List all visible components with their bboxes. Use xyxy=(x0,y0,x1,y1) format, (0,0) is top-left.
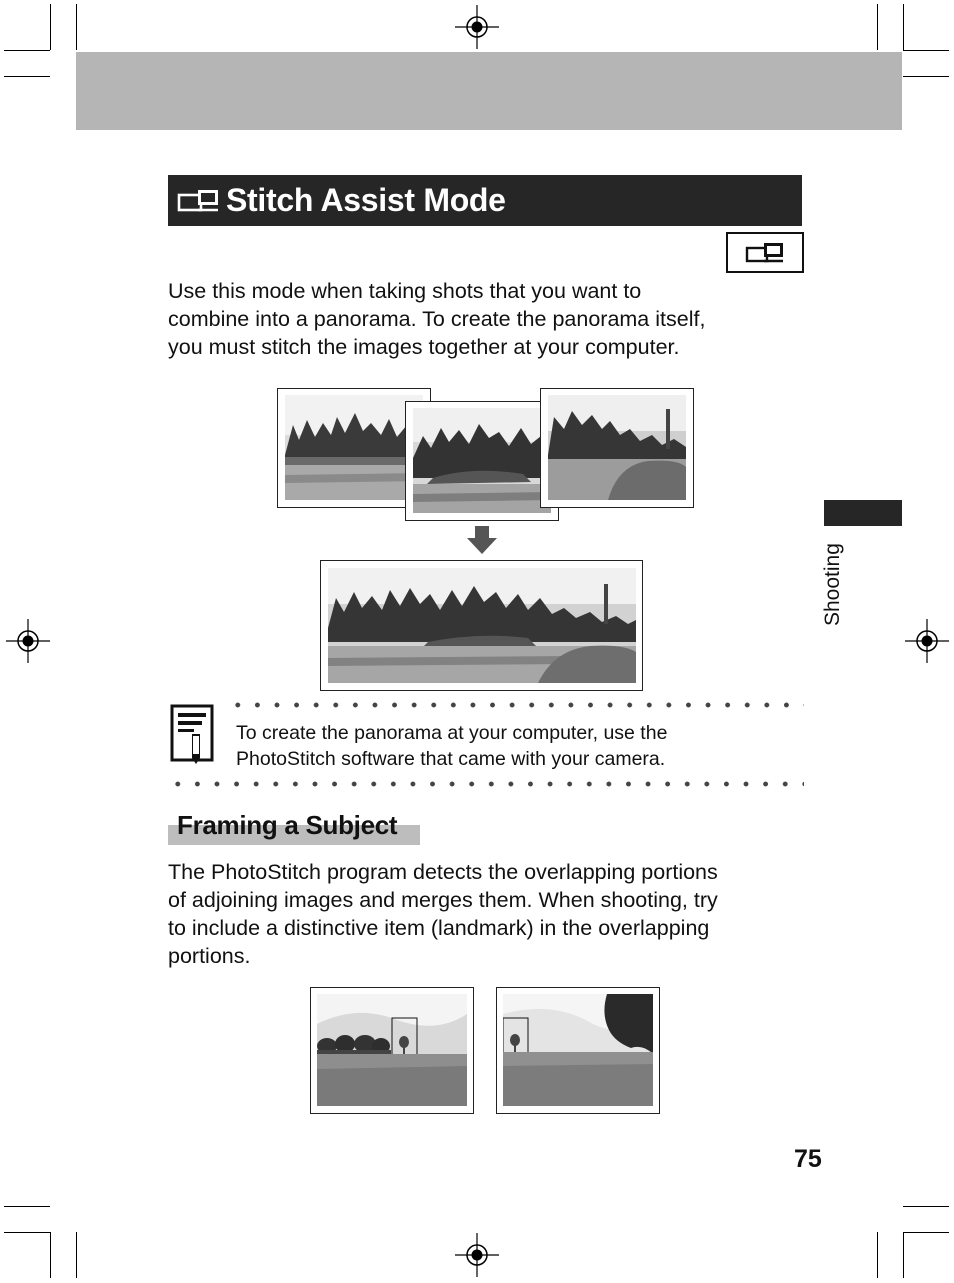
source-photo-middle xyxy=(405,401,559,521)
chapter-tab-text: Shooting xyxy=(821,543,844,626)
page-number: 75 xyxy=(794,1145,822,1173)
registration-mark-icon xyxy=(455,5,499,49)
note-text xyxy=(236,720,796,772)
registration-mark-icon xyxy=(905,619,949,663)
intro-line: you must stitch the images together at your computer. xyxy=(168,335,680,359)
intro-line: Use this mode when taking shots that you want to xyxy=(168,279,642,303)
intro-paragraph xyxy=(168,277,808,361)
section-line: of adjoining images and merges them. When shooting, try xyxy=(168,888,718,912)
section-heading-text: Framing a Subject xyxy=(177,810,398,840)
mode-indicator xyxy=(726,232,804,273)
intro-line: combine into a panorama. To create the panorama itself, xyxy=(168,307,706,331)
note-line: PhotoStitch software that came with your camera. xyxy=(236,748,666,770)
stitched-panorama-photo xyxy=(320,560,643,691)
stitch-assist-icon xyxy=(176,186,222,216)
landmark-photo-right xyxy=(496,987,660,1114)
title-bar xyxy=(168,175,802,226)
section-line: The PhotoStitch program detects the overlapping portions xyxy=(168,860,718,884)
note-line: To create the panorama at your computer, use the xyxy=(236,722,668,744)
registration-mark-icon xyxy=(6,619,50,663)
note-divider-bottom xyxy=(168,781,804,787)
section-line: portions. xyxy=(168,944,251,968)
chapter-tab-label xyxy=(808,540,866,630)
page-title: Stitch Assist Mode xyxy=(226,182,506,218)
section-paragraph xyxy=(168,858,818,970)
source-photo-right xyxy=(540,388,694,508)
header-band xyxy=(76,52,902,130)
note-divider-top xyxy=(228,702,804,708)
down-arrow-icon xyxy=(467,526,497,556)
chapter-tab xyxy=(824,500,902,526)
registration-mark-icon xyxy=(455,1233,499,1277)
landmark-photo-left xyxy=(310,987,474,1114)
section-heading xyxy=(168,810,420,844)
memo-pencil-icon xyxy=(170,704,214,764)
stitch-assist-mode-icon xyxy=(745,241,785,265)
section-line: to include a distinctive item (landmark) in the overlapping xyxy=(168,916,710,940)
